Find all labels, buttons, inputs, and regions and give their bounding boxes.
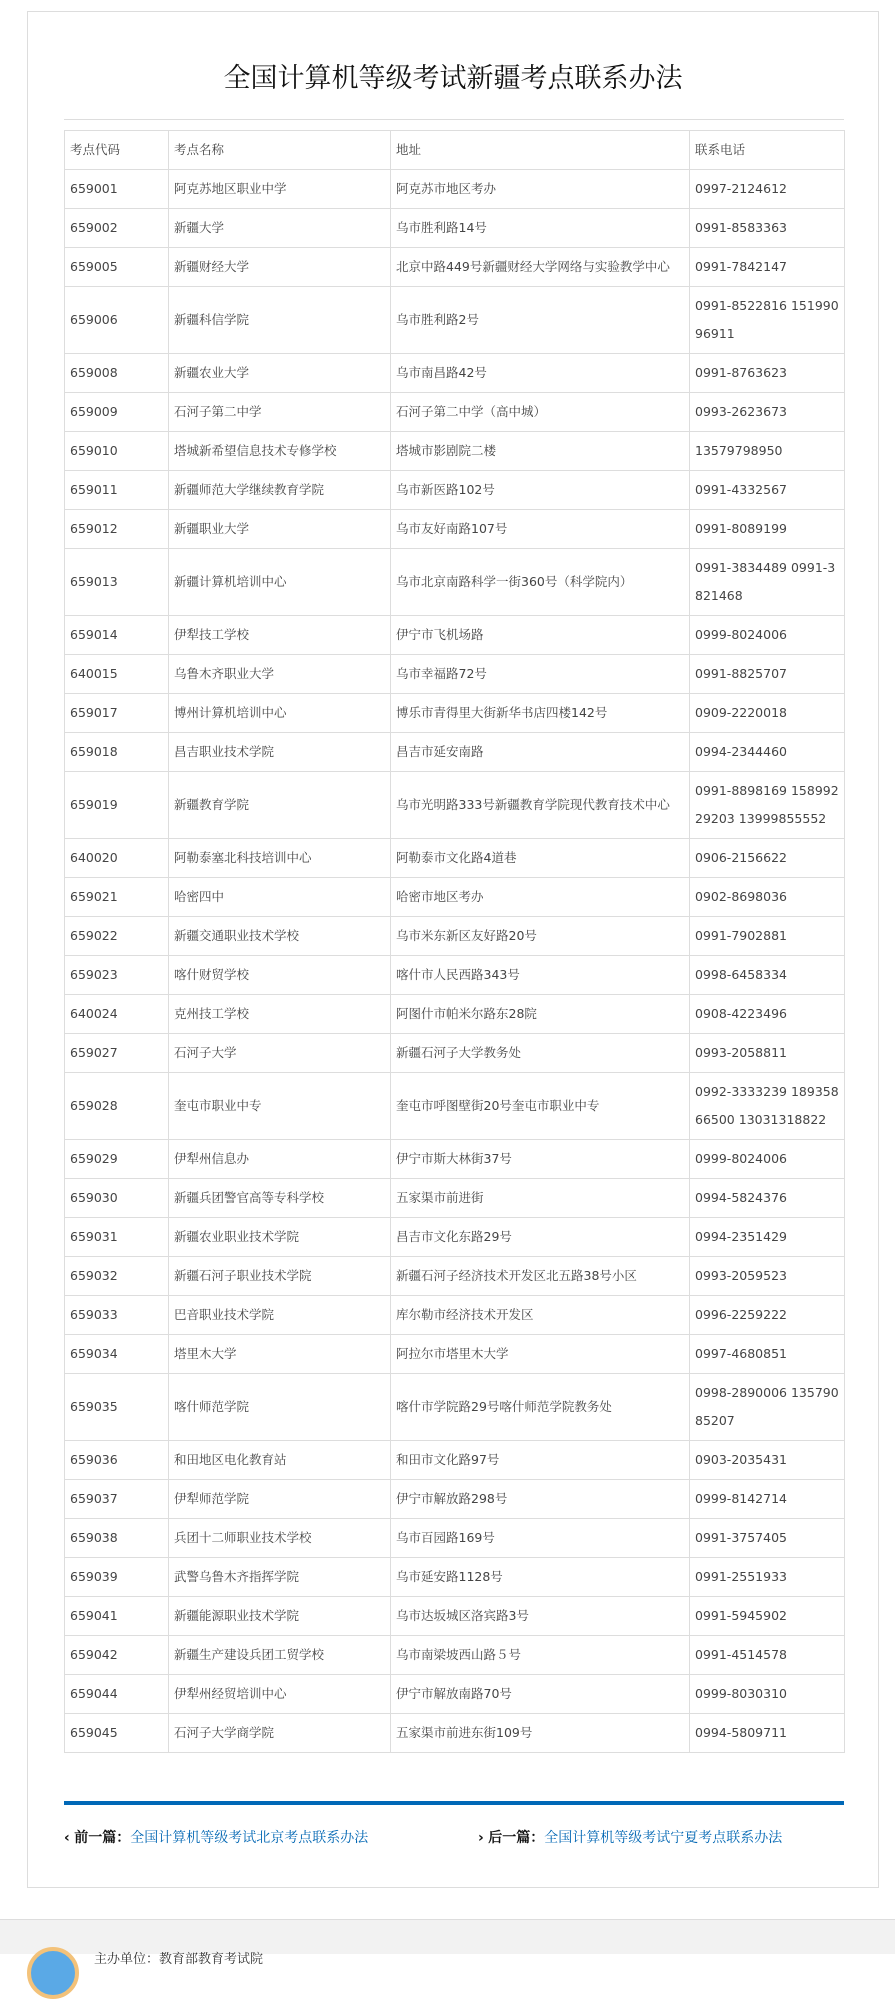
- site-code: 659044: [65, 1675, 169, 1714]
- site-code: 659014: [65, 616, 169, 655]
- site-address: 乌市光明路333号新疆教育学院现代教育技术中心: [391, 772, 690, 839]
- site-code: 659036: [65, 1441, 169, 1480]
- site-name: 武警乌鲁木齐指挥学院: [169, 1558, 391, 1597]
- table-row: [65, 510, 845, 549]
- article-card: [27, 11, 879, 1888]
- site-code: 659012: [65, 510, 169, 549]
- table-row: [65, 995, 845, 1034]
- table-row: [65, 655, 845, 694]
- site-address: 乌市胜利路2号: [391, 287, 690, 354]
- site-address: 库尔勒市经济技术开发区: [391, 1296, 690, 1335]
- site-code: 659022: [65, 917, 169, 956]
- site-phone: 0991-4332567: [690, 471, 845, 510]
- site-address: 乌市达坂城区洛宾路3号: [391, 1597, 690, 1636]
- site-name: 塔城新希望信息技术专修学校: [169, 432, 391, 471]
- site-address: 五家渠市前进东街109号: [391, 1714, 690, 1753]
- site-code: 659038: [65, 1519, 169, 1558]
- header-name: 考点名称: [169, 131, 391, 170]
- site-name: 喀什师范学院: [169, 1374, 391, 1441]
- site-code: 659017: [65, 694, 169, 733]
- site-phone: 0998-6458334: [690, 956, 845, 995]
- site-name: 乌鲁木齐职业大学: [169, 655, 391, 694]
- site-phone: 0993-2059523: [690, 1257, 845, 1296]
- site-address: 乌市新医路102号: [391, 471, 690, 510]
- site-address: 乌市南昌路42号: [391, 354, 690, 393]
- site-name: 伊犁州信息办: [169, 1140, 391, 1179]
- prev-article-link[interactable]: 全国计算机等级考试北京考点联系办法: [130, 1830, 369, 1846]
- site-name: 哈密四中: [169, 878, 391, 917]
- site-phone: 0991-7902881: [690, 917, 845, 956]
- site-code: 659028: [65, 1073, 169, 1140]
- site-phone: 0991-7842147: [690, 248, 845, 287]
- site-code: 659035: [65, 1374, 169, 1441]
- site-phone: 0991-4514578: [690, 1636, 845, 1675]
- site-phone: 0996-2259222: [690, 1296, 845, 1335]
- site-code: 659005: [65, 248, 169, 287]
- table-row: [65, 471, 845, 510]
- site-name: 阿克苏地区职业中学: [169, 170, 391, 209]
- page-title: 全国计算机等级考试新疆考点联系办法: [223, 63, 683, 94]
- site-name: 新疆交通职业技术学校: [169, 917, 391, 956]
- site-name: 伊犁师范学院: [169, 1480, 391, 1519]
- site-phone: 0908-4223496: [690, 995, 845, 1034]
- site-address: 阿拉尔市塔里木大学: [391, 1335, 690, 1374]
- site-code: 659042: [65, 1636, 169, 1675]
- site-phone: 0991-8522816 15199096911: [690, 287, 845, 354]
- site-code: 659032: [65, 1257, 169, 1296]
- site-address: 喀什市人民西路343号: [391, 956, 690, 995]
- site-code: 659013: [65, 549, 169, 616]
- site-code: 659006: [65, 287, 169, 354]
- site-name: 新疆农业大学: [169, 354, 391, 393]
- site-code: 659030: [65, 1179, 169, 1218]
- site-address: 五家渠市前进街: [391, 1179, 690, 1218]
- site-address: 昌吉市文化东路29号: [391, 1218, 690, 1257]
- footer-organizer: 主办单位：教育部教育考试院: [94, 1952, 264, 1967]
- site-name: 石河子第二中学: [169, 393, 391, 432]
- site-address: 乌市延安路1128号: [391, 1558, 690, 1597]
- site-name: 和田地区电化教育站: [169, 1441, 391, 1480]
- site-name: 新疆大学: [169, 209, 391, 248]
- table-row: [65, 1441, 845, 1480]
- header-address: 地址: [391, 131, 690, 170]
- table-row: [65, 839, 845, 878]
- site-name: 阿勒泰塞北科技培训中心: [169, 839, 391, 878]
- site-phone: 0991-3757405: [690, 1519, 845, 1558]
- site-name: 新疆计算机培训中心: [169, 549, 391, 616]
- prev-article: [64, 1827, 368, 1847]
- table-row: [65, 1714, 845, 1753]
- site-name: 新疆能源职业技术学院: [169, 1597, 391, 1636]
- site-address: 乌市北京南路科学一街360号（科学院内）: [391, 549, 690, 616]
- site-address: 阿克苏市地区考办: [391, 170, 690, 209]
- site-address: 乌市百园路169号: [391, 1519, 690, 1558]
- site-name: 昌吉职业技术学院: [169, 733, 391, 772]
- site-phone: 0997-2124612: [690, 170, 845, 209]
- table-row: [65, 549, 845, 616]
- site-name: 奎屯市职业中专: [169, 1073, 391, 1140]
- table-row: [65, 287, 845, 354]
- site-address: 伊宁市解放路298号: [391, 1480, 690, 1519]
- site-phone: 0991-8898169 15899229203 13999855552: [690, 772, 845, 839]
- site-name: 伊犁州经贸培训中心: [169, 1675, 391, 1714]
- site-address: 哈密市地区考办: [391, 878, 690, 917]
- site-code: 659034: [65, 1335, 169, 1374]
- site-code: 659031: [65, 1218, 169, 1257]
- site-name: 博州计算机培训中心: [169, 694, 391, 733]
- site-name: 兵团十二师职业技术学校: [169, 1519, 391, 1558]
- table-row: [65, 616, 845, 655]
- site-phone: 0994-5824376: [690, 1179, 845, 1218]
- table-header-row: [65, 131, 845, 170]
- site-address: 喀什市学院路29号喀什师范学院教务处: [391, 1374, 690, 1441]
- site-name: 新疆兵团警官高等专科学校: [169, 1179, 391, 1218]
- site-code: 659001: [65, 170, 169, 209]
- site-code: 659027: [65, 1034, 169, 1073]
- table-row: [65, 1073, 845, 1140]
- site-code: 659018: [65, 733, 169, 772]
- header-code: 考点代码: [65, 131, 169, 170]
- table-row: [65, 1335, 845, 1374]
- site-address: 新疆石河子经济技术开发区北五路38号小区: [391, 1257, 690, 1296]
- chevron-left-icon: ‹: [64, 1830, 70, 1846]
- site-phone: 0999-8024006: [690, 616, 845, 655]
- site-address: 伊宁市斯大林街37号: [391, 1140, 690, 1179]
- site-address: 奎屯市呼图壁街20号奎屯市职业中专: [391, 1073, 690, 1140]
- site-name: 巴音职业技术学院: [169, 1296, 391, 1335]
- site-code: 659010: [65, 432, 169, 471]
- site-name: 新疆师范大学继续教育学院: [169, 471, 391, 510]
- table-row: [65, 1636, 845, 1675]
- table-row: [65, 1558, 845, 1597]
- next-article-link[interactable]: 全国计算机等级考试宁夏考点联系办法: [544, 1830, 783, 1846]
- table-row: [65, 1675, 845, 1714]
- table-row: [65, 1034, 845, 1073]
- table-row: [65, 1257, 845, 1296]
- site-address: 伊宁市飞机场路: [391, 616, 690, 655]
- site-phone: 0994-5809711: [690, 1714, 845, 1753]
- site-code: 640015: [65, 655, 169, 694]
- divider: [64, 119, 844, 120]
- site-name: 喀什财贸学校: [169, 956, 391, 995]
- table-row: [65, 1374, 845, 1441]
- site-phone: 0903-2035431: [690, 1441, 845, 1480]
- site-name: 新疆生产建设兵团工贸学校: [169, 1636, 391, 1675]
- site-name: 新疆科信学院: [169, 287, 391, 354]
- site-code: 659011: [65, 471, 169, 510]
- site-name: 克州技工学校: [169, 995, 391, 1034]
- site-phone: 13579798950: [690, 432, 845, 471]
- site-name: 石河子大学: [169, 1034, 391, 1073]
- site-code: 659002: [65, 209, 169, 248]
- site-phone: 0993-2058811: [690, 1034, 845, 1073]
- site-phone: 0991-8825707: [690, 655, 845, 694]
- table-row: [65, 878, 845, 917]
- site-address: 和田市文化路97号: [391, 1441, 690, 1480]
- table-row: [65, 393, 845, 432]
- table-row: [65, 1296, 845, 1335]
- site-code: 659033: [65, 1296, 169, 1335]
- site-phone: 0993-2623673: [690, 393, 845, 432]
- table-row: [65, 209, 845, 248]
- site-phone: 0991-8763623: [690, 354, 845, 393]
- site-name: 伊犁技工学校: [169, 616, 391, 655]
- logo-icon: [27, 1947, 79, 1999]
- site-name: 石河子大学商学院: [169, 1714, 391, 1753]
- site-phone: 0991-8089199: [690, 510, 845, 549]
- site-phone: 0999-8030310: [690, 1675, 845, 1714]
- table-row: [65, 917, 845, 956]
- table-row: [65, 354, 845, 393]
- table-row: [65, 1480, 845, 1519]
- site-address: 乌市胜利路14号: [391, 209, 690, 248]
- site-code: 640024: [65, 995, 169, 1034]
- site-phone: 0902-8698036: [690, 878, 845, 917]
- table-row: [65, 956, 845, 995]
- blue-divider: [64, 1801, 844, 1805]
- table-row: [65, 1140, 845, 1179]
- site-name: 新疆财经大学: [169, 248, 391, 287]
- site-phone: 0909-2220018: [690, 694, 845, 733]
- site-code: 659021: [65, 878, 169, 917]
- site-address: 伊宁市解放南路70号: [391, 1675, 690, 1714]
- site-address: 塔城市影剧院二楼: [391, 432, 690, 471]
- exam-sites-table: [64, 130, 845, 1753]
- site-address: 阿图什市帕米尔路东28院: [391, 995, 690, 1034]
- site-name: 新疆石河子职业技术学院: [169, 1257, 391, 1296]
- site-code: 640020: [65, 839, 169, 878]
- header-phone: 联系电话: [690, 131, 845, 170]
- site-address: 乌市友好南路107号: [391, 510, 690, 549]
- table-row: [65, 1179, 845, 1218]
- site-address: 昌吉市延安南路: [391, 733, 690, 772]
- site-address: 乌市幸福路72号: [391, 655, 690, 694]
- next-article: [478, 1827, 782, 1847]
- site-phone: 0999-8142714: [690, 1480, 845, 1519]
- site-phone: 0997-4680851: [690, 1335, 845, 1374]
- table-row: [65, 772, 845, 839]
- table-row: [65, 248, 845, 287]
- site-phone: 0998-2890006 13579085207: [690, 1374, 845, 1441]
- table-row: [65, 1597, 845, 1636]
- site-address: 北京中路449号新疆财经大学网络与实验教学中心: [391, 248, 690, 287]
- site-address: 乌市米东新区友好路20号: [391, 917, 690, 956]
- site-phone: 0991-8583363: [690, 209, 845, 248]
- site-phone: 0994-2344460: [690, 733, 845, 772]
- site-code: 659039: [65, 1558, 169, 1597]
- site-phone: 0994-2351429: [690, 1218, 845, 1257]
- site-name: 塔里木大学: [169, 1335, 391, 1374]
- prev-label: 前一篇：: [74, 1830, 131, 1846]
- site-code: 659041: [65, 1597, 169, 1636]
- table-row: [65, 733, 845, 772]
- site-address: 石河子第二中学（高中城）: [391, 393, 690, 432]
- site-phone: 0999-8024006: [690, 1140, 845, 1179]
- table-row: [65, 694, 845, 733]
- site-name: 新疆教育学院: [169, 772, 391, 839]
- site-address: 阿勒泰市文化路4道巷: [391, 839, 690, 878]
- site-name: 新疆职业大学: [169, 510, 391, 549]
- site-code: 659037: [65, 1480, 169, 1519]
- chevron-right-icon: ›: [478, 1830, 484, 1846]
- next-label: 后一篇：: [488, 1830, 545, 1846]
- site-phone: 0991-5945902: [690, 1597, 845, 1636]
- site-code: 659029: [65, 1140, 169, 1179]
- site-phone: 0991-3834489 0991-3821468: [690, 549, 845, 616]
- table-row: [65, 170, 845, 209]
- site-phone: 0992-3333239 18935866500 13031318822: [690, 1073, 845, 1140]
- table-row: [65, 1519, 845, 1558]
- site-code: 659023: [65, 956, 169, 995]
- site-address: 博乐市青得里大街新华书店四楼142号: [391, 694, 690, 733]
- site-code: 659019: [65, 772, 169, 839]
- site-phone: 0991-2551933: [690, 1558, 845, 1597]
- table-row: [65, 432, 845, 471]
- site-address: 乌市南梁坡西山路５号: [391, 1636, 690, 1675]
- site-name: 新疆农业职业技术学院: [169, 1218, 391, 1257]
- table-row: [65, 1218, 845, 1257]
- site-code: 659009: [65, 393, 169, 432]
- site-address: 新疆石河子大学教务处: [391, 1034, 690, 1073]
- site-code: 659008: [65, 354, 169, 393]
- site-phone: 0906-2156622: [690, 839, 845, 878]
- site-code: 659045: [65, 1714, 169, 1753]
- footer: [0, 1919, 895, 1967]
